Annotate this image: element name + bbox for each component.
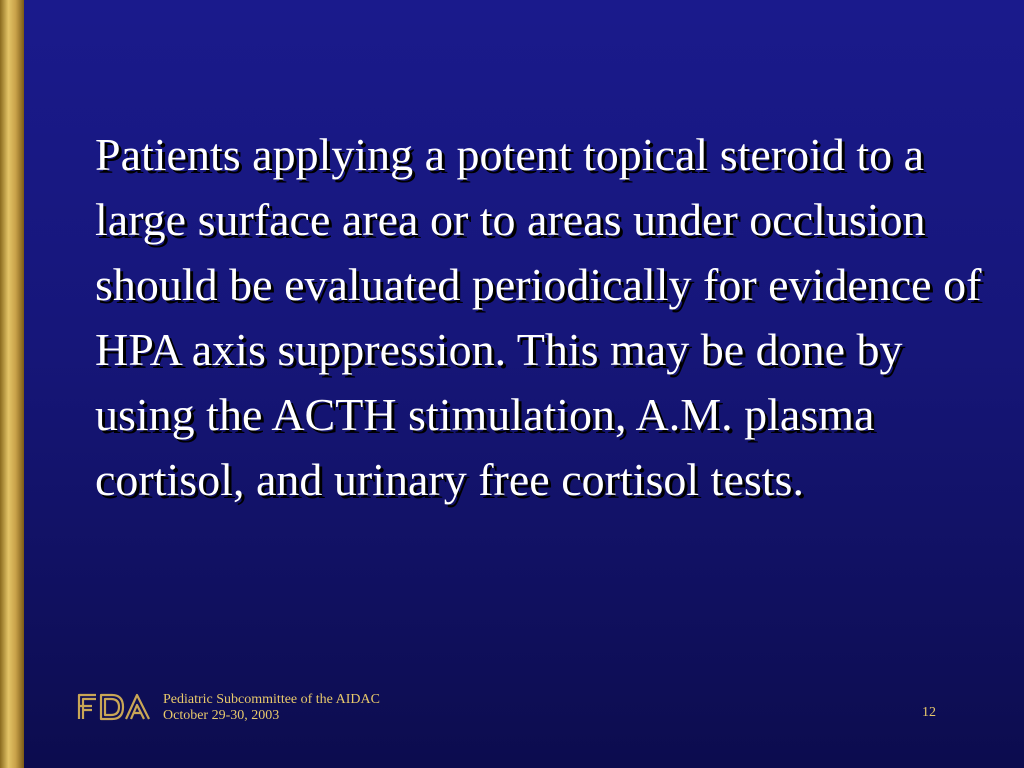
slide-body-text: Patients applying a potent topical steroid to a large surface area or to areas under occlusion should be evaluated periodically for evidence of HPA axis suppression. This may be done by using the ACTH stimulation, A.M. plasma cortisol, and urinary free cortisol tests.: [95, 129, 982, 505]
fda-logo-icon: [76, 692, 152, 722]
gold-side-bar: [0, 0, 24, 768]
footer-line-2: October 29-30, 2003: [163, 708, 280, 723]
footer-caption: [163, 692, 380, 724]
page-number: 12: [922, 705, 936, 720]
footer-line-1: Pediatric Subcommittee of the AIDAC: [163, 692, 380, 707]
